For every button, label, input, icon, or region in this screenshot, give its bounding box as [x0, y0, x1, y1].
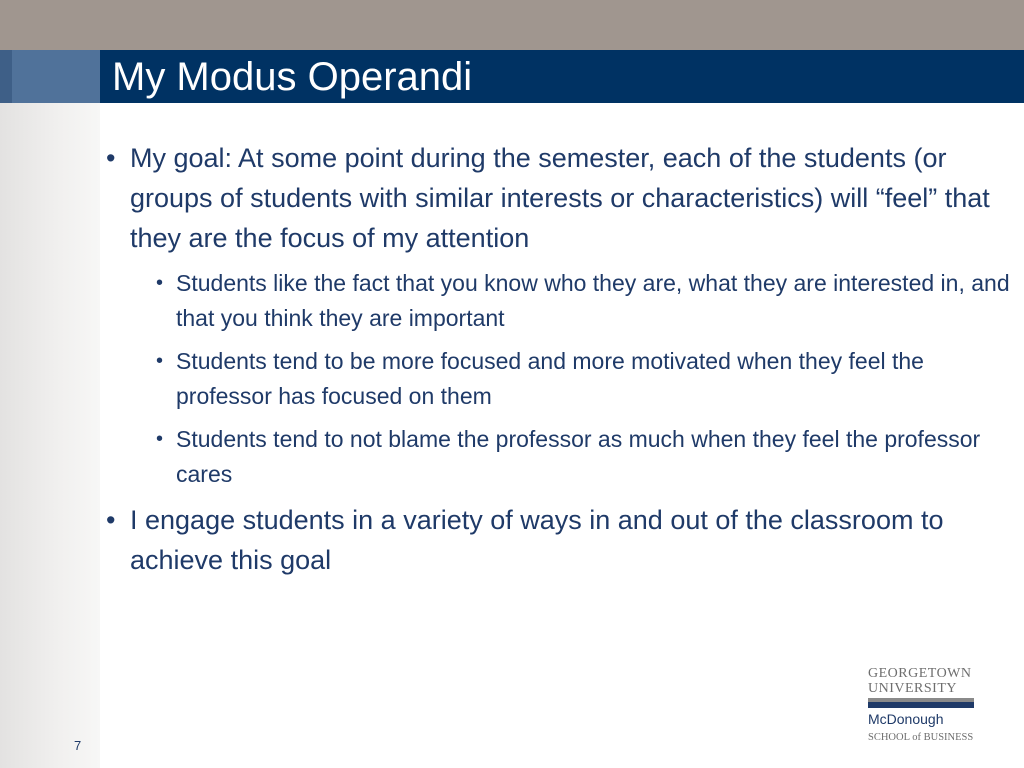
bullet-text: My goal: At some point during the semester, each of the students (or groups of students with similar interests or characteristics) will “feel” that they are the focus of my attention: [130, 143, 990, 253]
logo-line-2: UNIVERSITY: [868, 681, 957, 696]
bullet-2: [106, 500, 1016, 580]
left-margin-strip: [0, 50, 100, 768]
bullet-dot: •: [106, 505, 116, 535]
top-strip: [0, 0, 1024, 50]
sub-bullet-1: [106, 266, 1016, 336]
logo-line-4: SCHOOL of BUSINESS: [868, 732, 974, 743]
sub-bullet-2: [106, 344, 1016, 414]
sub-bullet-text: Students tend to be more focused and more motivated when they feel the professor has focused on them: [176, 348, 924, 409]
logo-line-1: GEORGETOWN: [868, 666, 972, 681]
sub-bullet-text: Students tend to not blame the professor as much when they feel the professor cares: [176, 426, 981, 487]
sub-bullet-dot: •: [156, 272, 164, 294]
sub-bullet-dot: •: [156, 428, 164, 450]
sub-bullet-3: [106, 422, 1016, 492]
slide-title: My Modus Operandi: [112, 55, 473, 99]
logo-bar-grey: [868, 698, 974, 702]
bullet-dot: •: [106, 143, 116, 173]
sub-bullet-dot: •: [156, 350, 164, 372]
left-accent-block: [0, 50, 100, 103]
logo-bar-navy: [868, 702, 974, 708]
bullet-text: I engage students in a variety of ways in and out of the classroom to achieve this goal: [130, 505, 944, 575]
logo-line-3: McDonough: [868, 711, 944, 727]
page-number: 7: [74, 738, 82, 753]
sub-bullet-text: Students like the fact that you know who they are, what they are interested in, and that you think they are important: [176, 270, 1010, 331]
georgetown-mcdonough-logo: [866, 662, 978, 746]
slide-content: [106, 138, 1016, 588]
bullet-1: [106, 138, 1016, 258]
